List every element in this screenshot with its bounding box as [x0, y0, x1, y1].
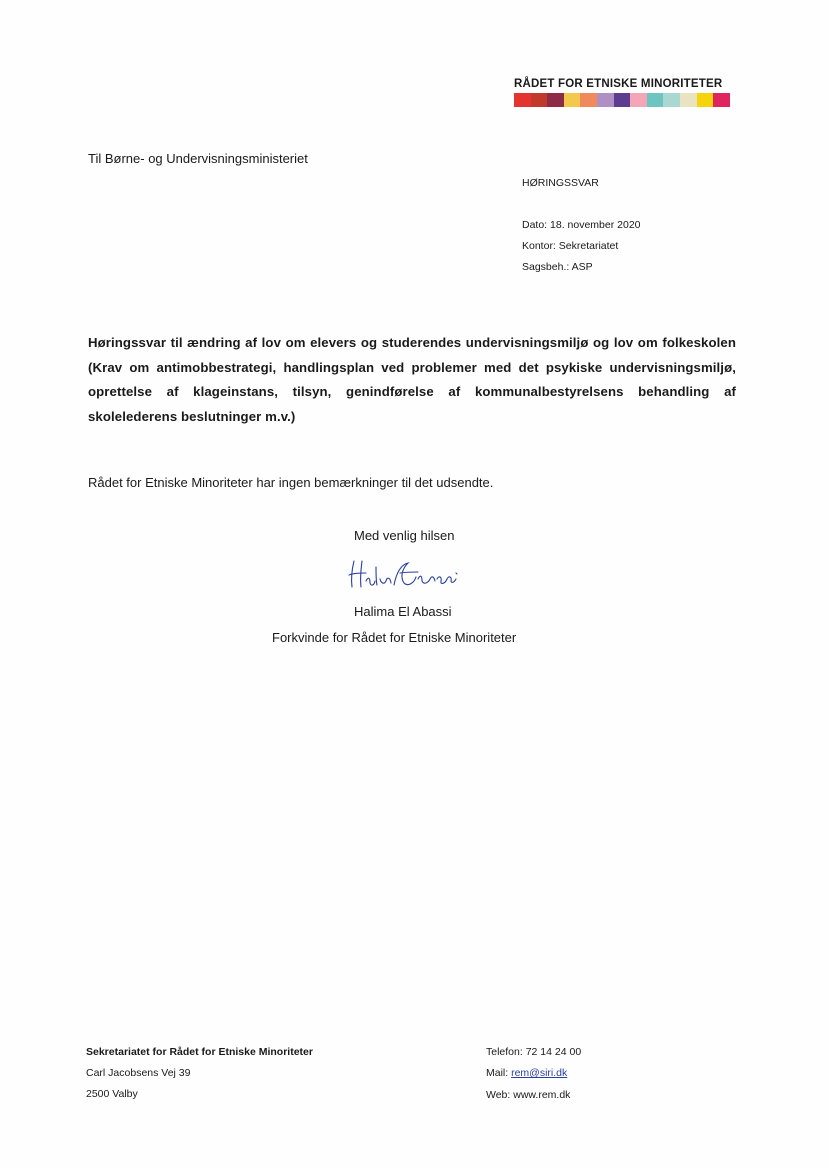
logo-color-block [514, 93, 531, 107]
recipient-line: Til Børne- og Undervisningsministeriet [88, 151, 308, 166]
logo-text: RÅDET FOR ETNISKE MINORITETER [514, 78, 723, 90]
letter-heading: Høringssvar til ændring af lov om elevers og studerendes undervisningsmiljø og lov om folkeskolen (Krav om antimobbestrategi, handlingsplan ved problemer med det psykiske undervisningsmiljø, oprettelse af klageinstans, tilsyn, genindførelse af kommunalbestyrelsens behandling af skolelederens beslutninger m.v.) [88, 335, 736, 424]
footer-mail-label: Mail: [486, 1067, 509, 1079]
logo-color-block [663, 93, 680, 107]
logo-color-block [597, 93, 614, 107]
case-handler: Sagsbeh.: ASP [522, 261, 593, 273]
footer-mail [486, 1067, 567, 1079]
footer-street: Carl Jacobsens Vej 39 [86, 1067, 191, 1079]
logo-color-block [713, 93, 730, 107]
document-date: Dato: 18. november 2020 [522, 219, 641, 231]
document-office: Kontor: Sekretariatet [522, 240, 619, 252]
document-type: HØRINGSSVAR [522, 177, 599, 189]
footer-phone: Telefon: 72 14 24 00 [486, 1046, 582, 1058]
footer-web: Web: www.rem.dk [486, 1089, 571, 1101]
logo-color-bar [514, 93, 730, 107]
logo-color-block [531, 93, 548, 107]
logo-color-block [630, 93, 647, 107]
footer-organization: Sekretariatet for Rådet for Etniske Minoriteter [86, 1046, 313, 1058]
letter-body: Rådet for Etniske Minoriteter har ingen bemærkninger til det udsendte. [88, 475, 494, 490]
organization-logo [514, 78, 730, 107]
logo-color-block [564, 93, 581, 107]
footer-city: 2500 Valby [86, 1088, 138, 1100]
footer-mail-link[interactable]: rem@siri.dk [511, 1067, 568, 1079]
closing-greeting: Med venlig hilsen [354, 528, 455, 543]
logo-color-block [580, 93, 597, 107]
signatory-title: Forkvinde for Rådet for Etniske Minoriteter [272, 630, 517, 645]
handwritten-signature [344, 555, 464, 595]
signatory-name: Halima El Abassi [354, 604, 452, 619]
logo-color-block [680, 93, 697, 107]
logo-color-block [697, 93, 714, 107]
logo-color-block [547, 93, 564, 107]
logo-color-block [647, 93, 664, 107]
logo-color-block [614, 93, 631, 107]
